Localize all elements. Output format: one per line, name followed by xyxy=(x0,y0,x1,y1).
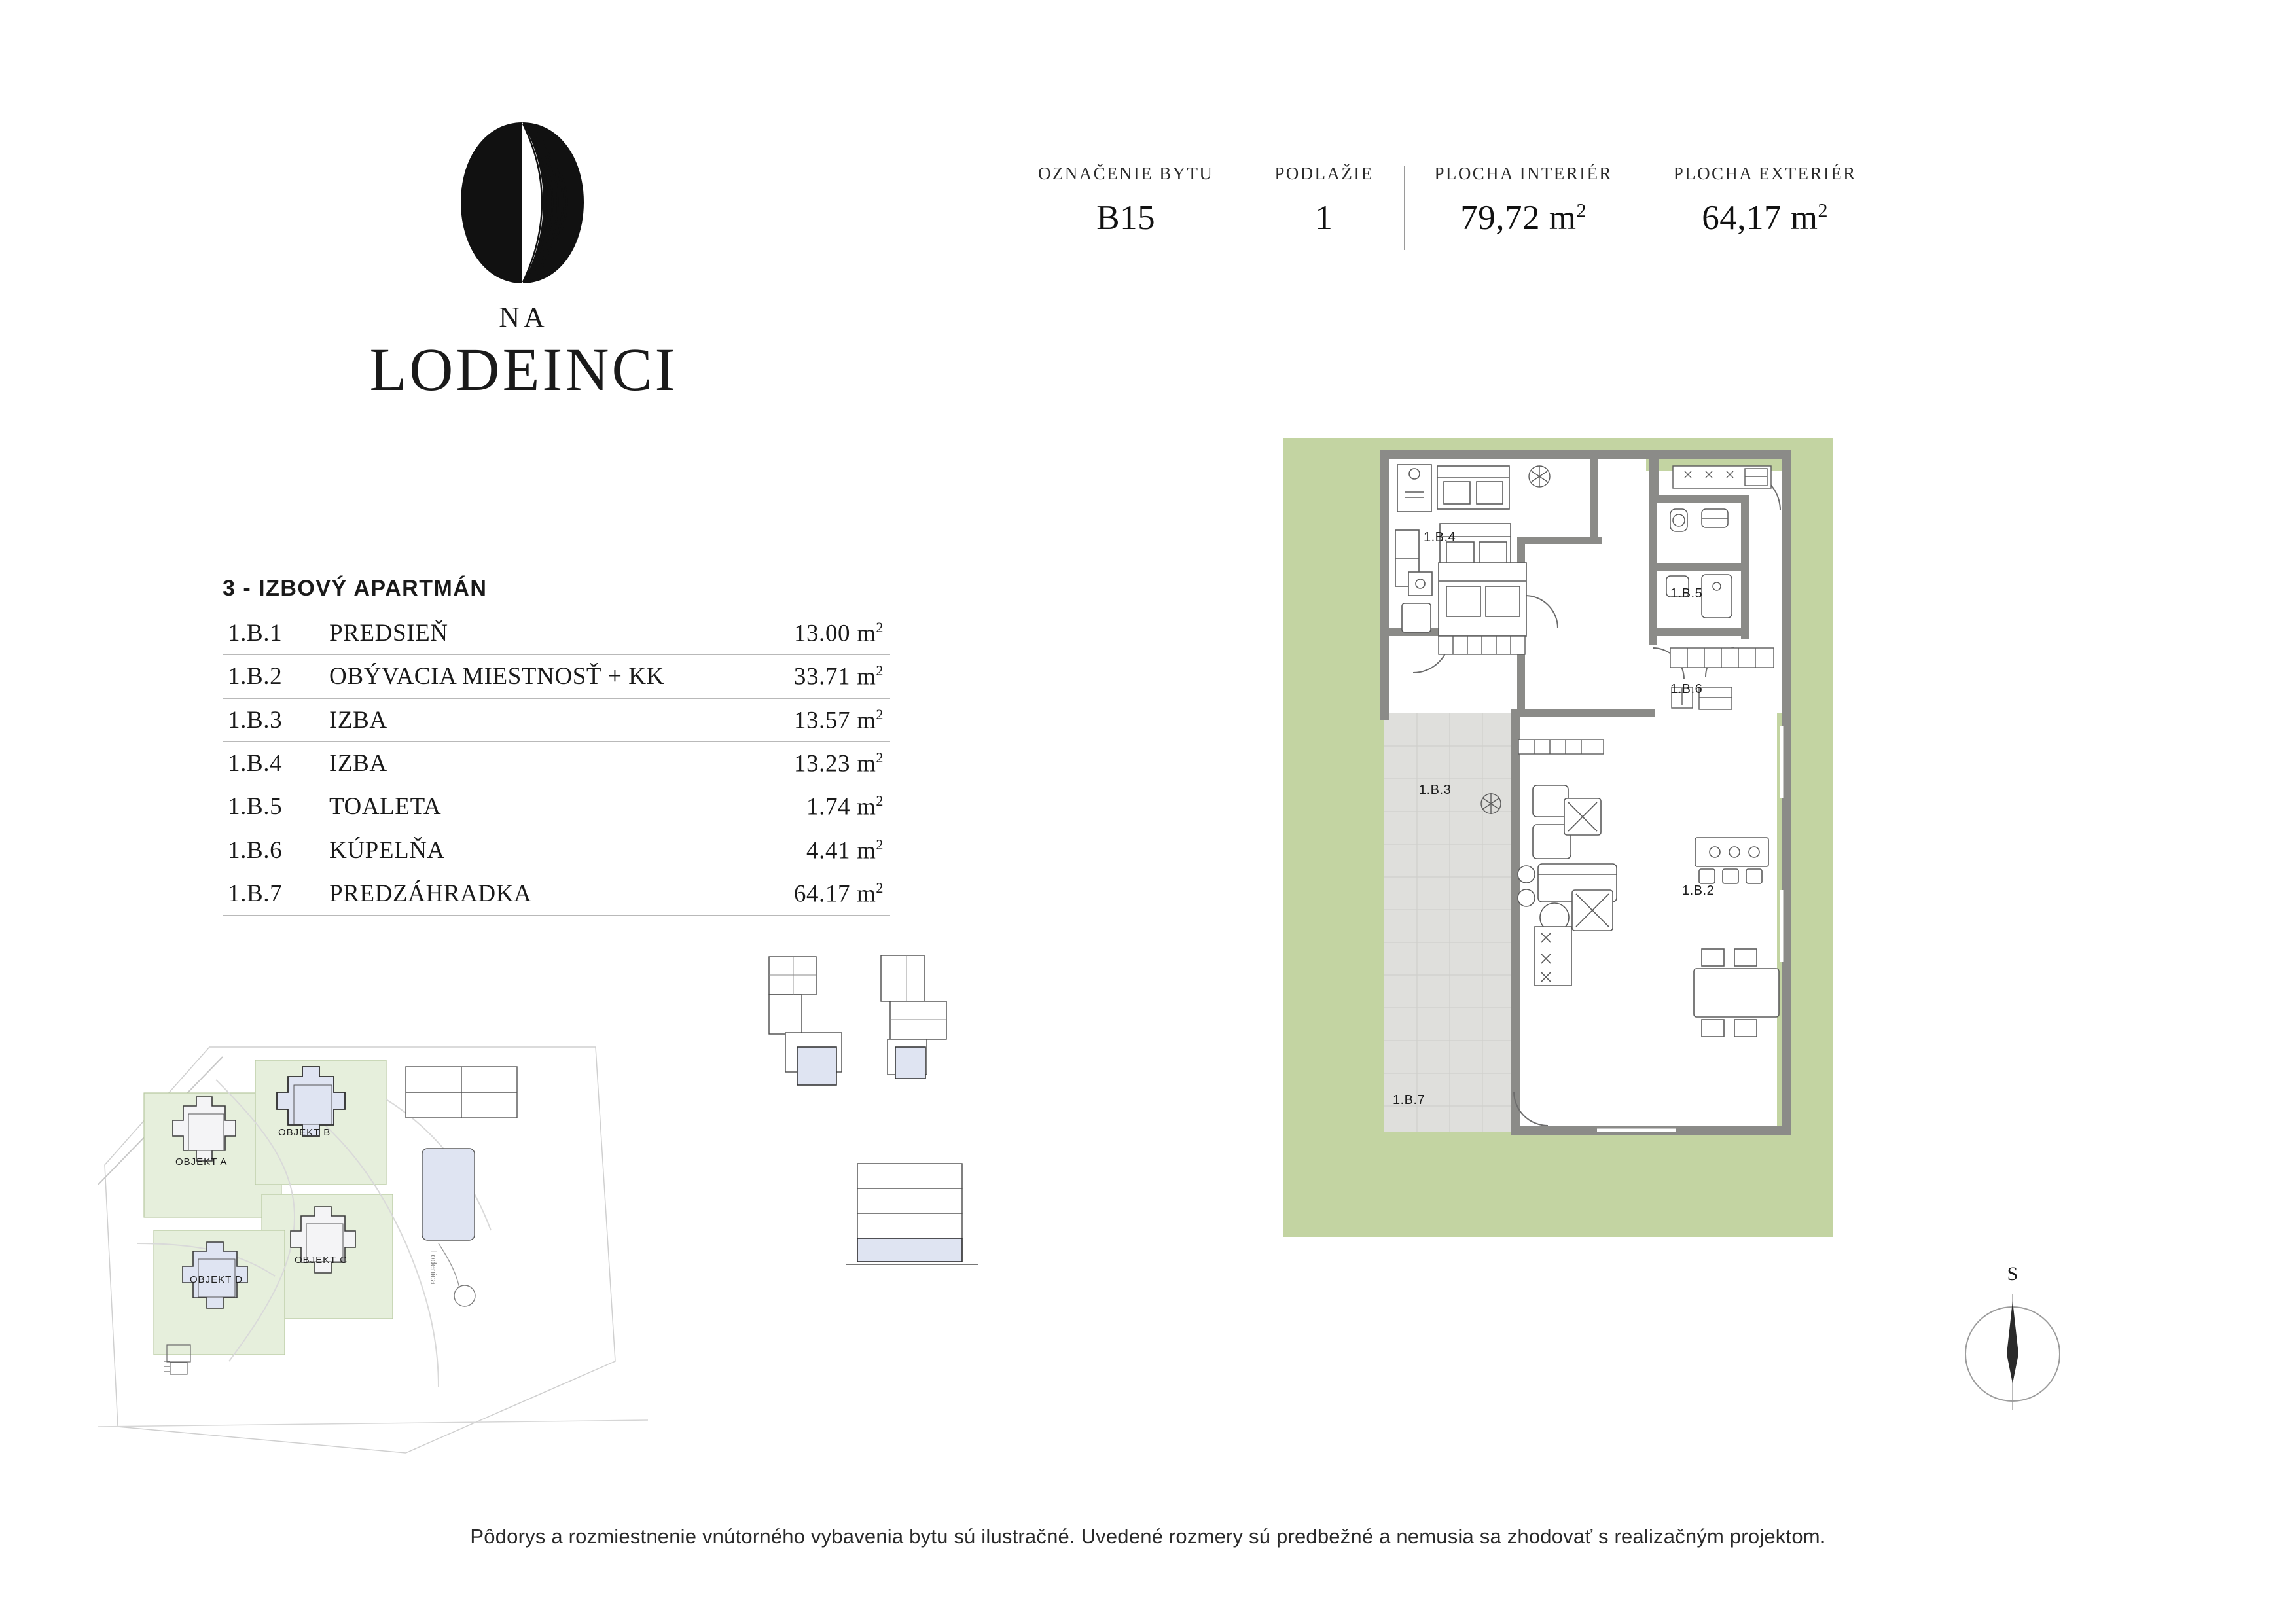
brand-line-1: NA xyxy=(499,301,548,333)
compass-rose xyxy=(1954,1263,2072,1414)
siteplan-street-label: Lodenica xyxy=(429,1250,439,1285)
stat-exterior-area xyxy=(1643,164,1887,262)
room-name: IZBA xyxy=(329,741,735,785)
room-tag-overlay-1b3: 1.B.3 xyxy=(1419,783,1452,797)
brand-logo xyxy=(340,115,707,405)
room-area: 13.23 $m^2$ xyxy=(735,741,890,785)
stat-interior-area xyxy=(1405,164,1643,262)
brand-line-2: LODEINCI xyxy=(369,336,678,404)
stat-value: 1 xyxy=(1315,199,1333,237)
room-schedule-table xyxy=(223,612,890,916)
key-plan-elevation xyxy=(838,1152,995,1289)
table-row xyxy=(223,612,890,655)
apartment-floor-plan xyxy=(1283,432,1937,1283)
table-row xyxy=(223,698,890,741)
stat-label: PODLAŽIE xyxy=(1274,164,1374,183)
apartment-type-title: 3 - IZBOVÝ APARTMÁN xyxy=(223,576,488,601)
stat-unit-designation xyxy=(1008,164,1244,262)
stat-floor xyxy=(1244,164,1403,262)
room-code: 1.B.1 xyxy=(223,612,329,655)
stat-value: 79,72 $m^2$ xyxy=(1460,199,1587,237)
compass-north-label: S xyxy=(2007,1263,2018,1285)
stat-value: B15 xyxy=(1096,199,1156,237)
room-name: OBÝVACIA MIESTNOSŤ + KK xyxy=(329,655,735,698)
table-row xyxy=(223,785,890,829)
room-area: 1.74 $m^2$ xyxy=(735,785,890,829)
room-name: KÚPELŇA xyxy=(329,829,735,872)
room-area: 13.57 $m^2$ xyxy=(735,698,890,741)
room-code: 1.B.6 xyxy=(223,829,329,872)
siteplan-label-objekt-a: OBJEKT A xyxy=(175,1156,228,1168)
siteplan-label-objekt-d: OBJEKT D xyxy=(190,1274,243,1285)
room-area: 33.71 $m^2$ xyxy=(735,655,890,698)
room-code: 1.B.2 xyxy=(223,655,329,698)
room-tag-overlay-1b2: 1.B.2 xyxy=(1682,883,1715,898)
table-row xyxy=(223,829,890,872)
room-area: 4.41 $m^2$ xyxy=(735,829,890,872)
room-name: TOALETA xyxy=(329,785,735,829)
key-plan-floor xyxy=(759,949,975,1113)
room-area: 64.17 $m^2$ xyxy=(735,872,890,915)
room-tag-overlay-1b4: 1.B.4 xyxy=(1424,530,1456,544)
room-code: 1.B.5 xyxy=(223,785,329,829)
room-tag-overlay-1b6: 1.B.6 xyxy=(1670,682,1703,696)
table-row xyxy=(223,741,890,785)
room-code: 1.B.4 xyxy=(223,741,329,785)
siteplan-label-objekt-b: OBJEKT B xyxy=(278,1127,331,1138)
stat-value: 64,17 $m^2$ xyxy=(1702,199,1829,237)
footer-disclaimer: Pôdorys a rozmiestnenie vnútorného vybavenia bytu sú ilustračné. Uvedené rozmery sú predbežné a nemusia sa zhodovať s realizačným projektom. xyxy=(470,1525,1826,1548)
room-code: 1.B.3 xyxy=(223,698,329,741)
room-area: 13.00 $m^2$ xyxy=(735,612,890,655)
circle-leaf-logo-icon xyxy=(439,115,609,291)
room-name: IZBA xyxy=(329,698,735,741)
stat-label: PLOCHA INTERIÉR xyxy=(1434,164,1613,183)
room-tag-overlay-1b5: 1.B.5 xyxy=(1670,586,1703,601)
site-plan xyxy=(98,969,648,1466)
room-name: PREDZÁHRADKA xyxy=(329,872,735,915)
room-tag-overlay-1b7: 1.B.7 xyxy=(1393,1093,1426,1107)
header-stats xyxy=(1008,164,1887,262)
compass-rose-icon xyxy=(1954,1285,2072,1410)
room-name: PREDSIEŇ xyxy=(329,612,735,655)
stat-label: PLOCHA EXTERIÉR xyxy=(1673,164,1857,183)
room-code: 1.B.7 xyxy=(223,872,329,915)
table-row xyxy=(223,655,890,698)
stat-label: OZNAČENIE BYTU xyxy=(1038,164,1214,183)
siteplan-label-objekt-c: OBJEKT C xyxy=(295,1255,348,1266)
table-row xyxy=(223,872,890,915)
